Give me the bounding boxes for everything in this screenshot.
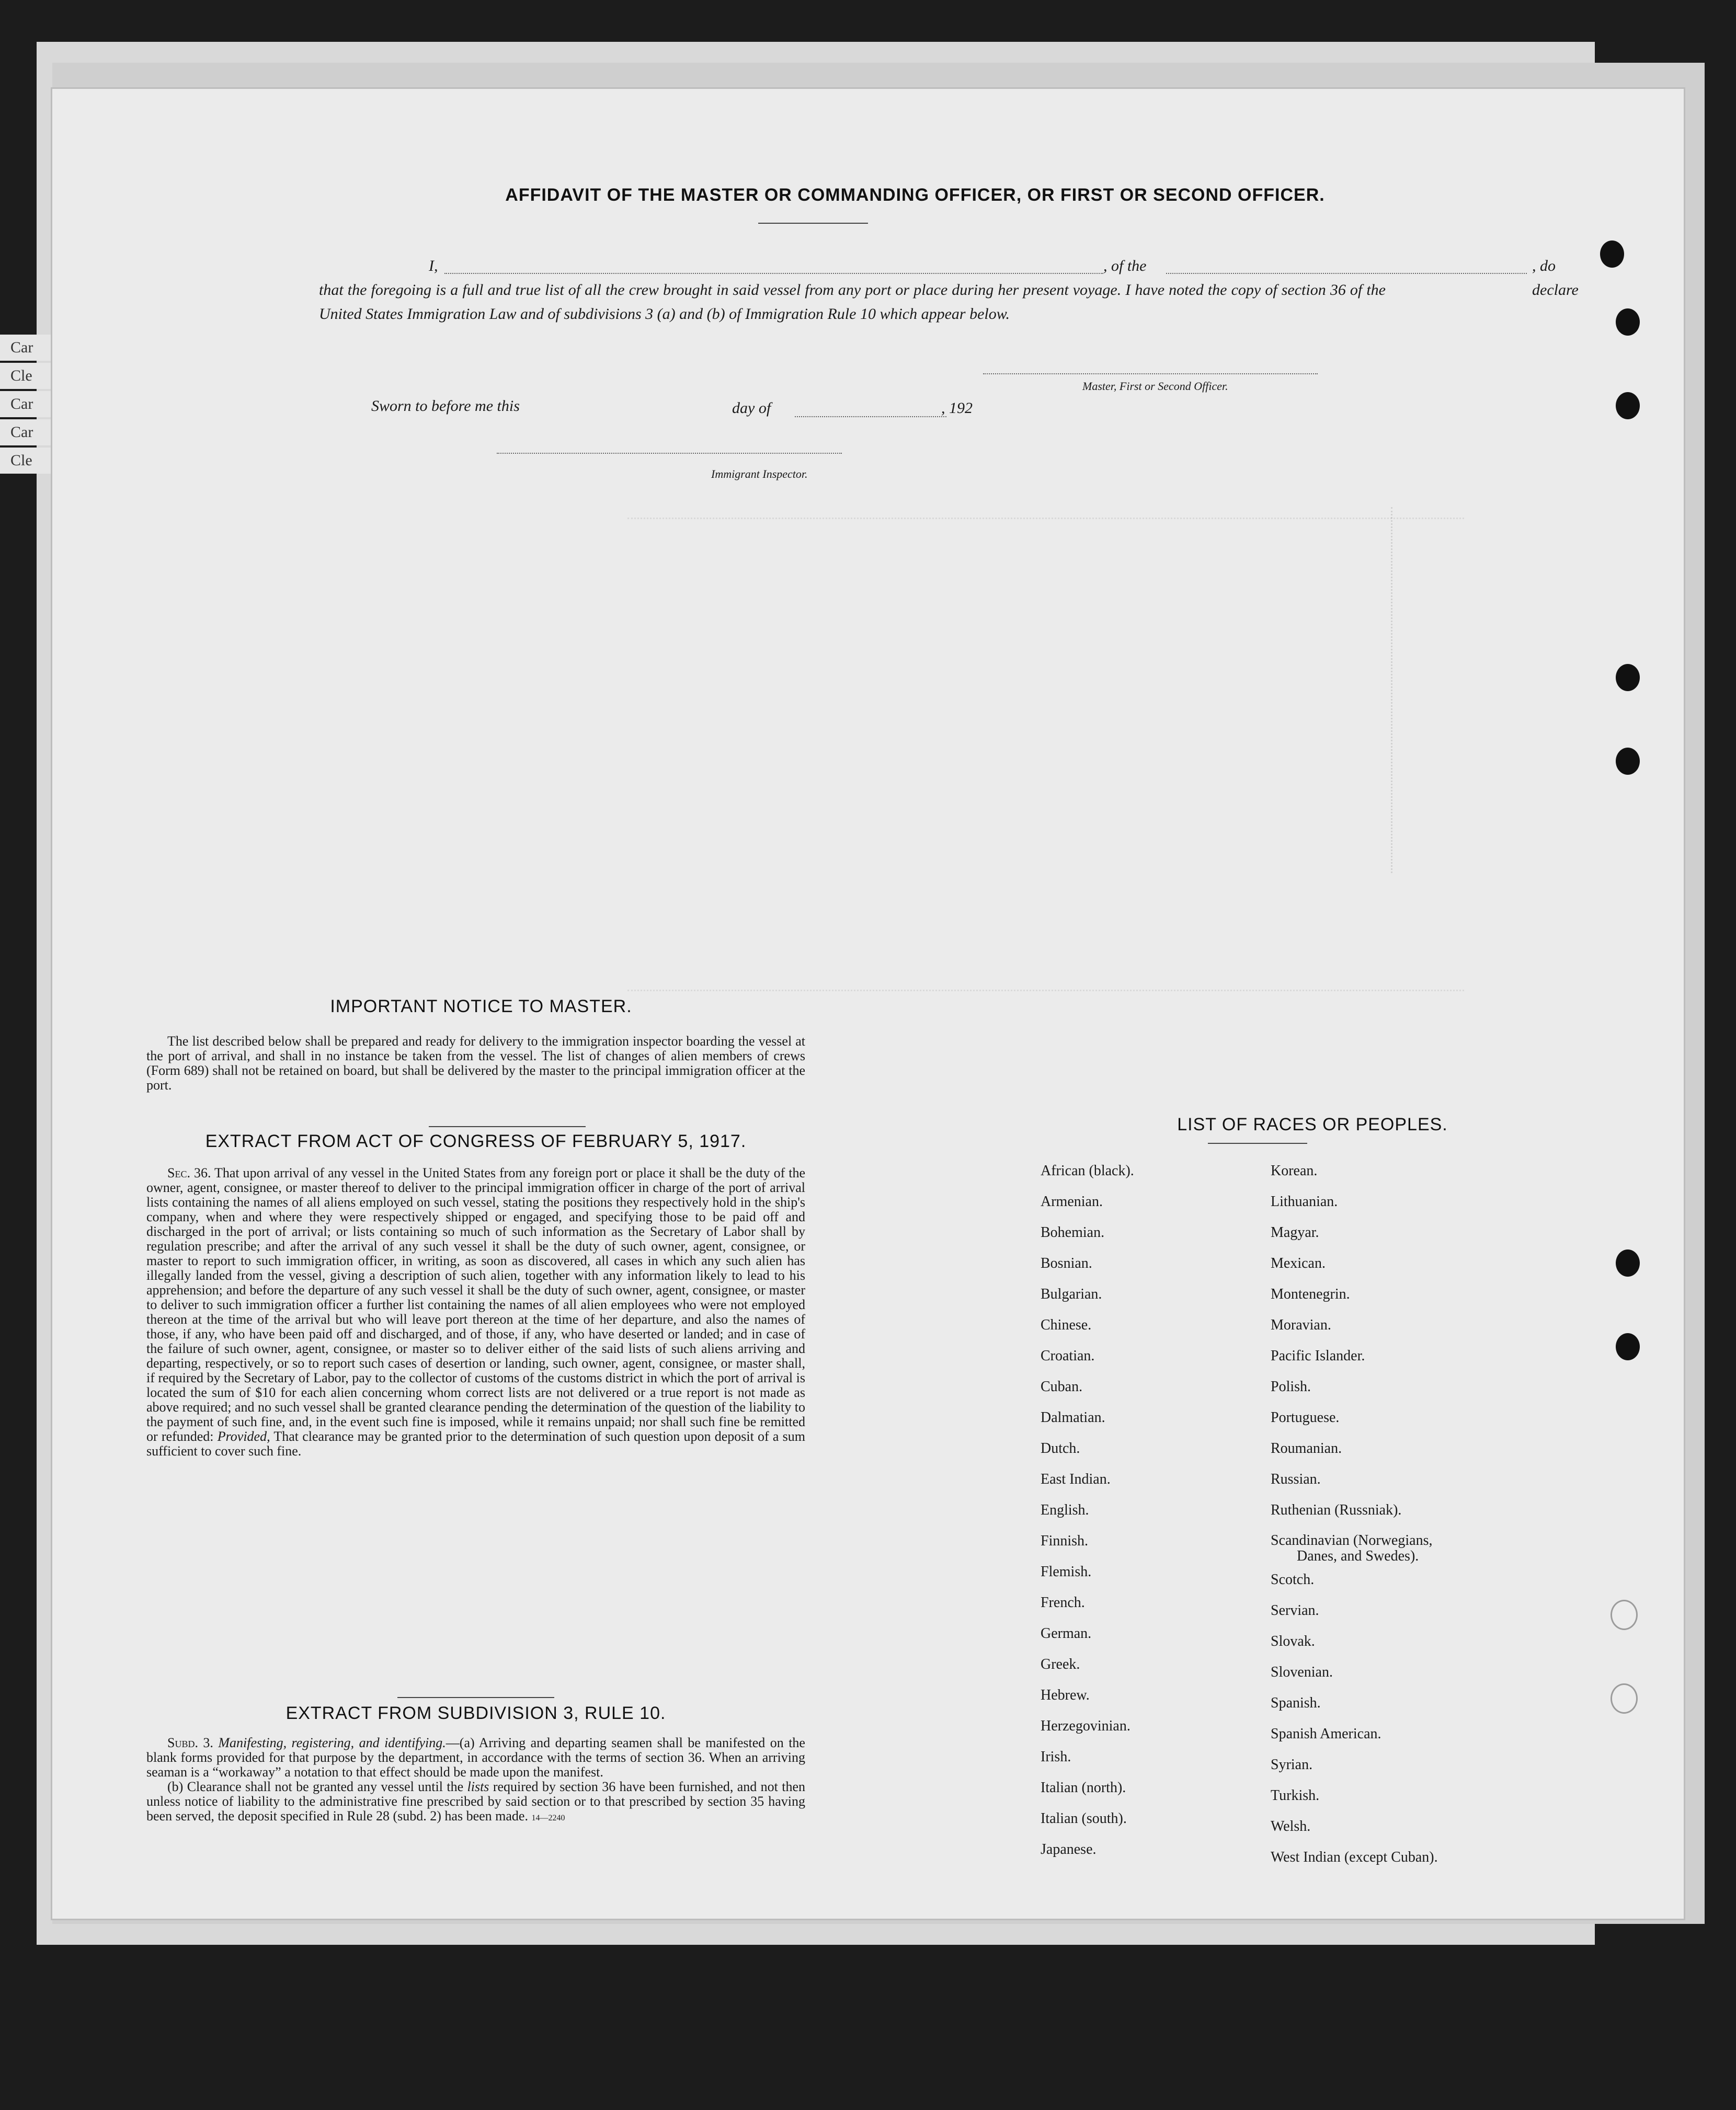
- race-item: Flemish.: [1041, 1564, 1092, 1580]
- extract-act-text: [146, 1166, 805, 1459]
- race-item: Hebrew.: [1041, 1687, 1090, 1703]
- document-page: [52, 89, 1684, 1919]
- race-item: Dalmatian.: [1041, 1409, 1105, 1426]
- punch-hole: [1600, 240, 1624, 268]
- bleed-through-marks: [627, 518, 1464, 991]
- lists-word: lists: [467, 1779, 489, 1794]
- day-of-label: day of: [732, 399, 771, 417]
- edge-tab: Car: [0, 335, 58, 361]
- edge-tab: Car: [0, 391, 58, 417]
- race-item: Lithuanian.: [1271, 1194, 1338, 1210]
- punch-hole: [1616, 1249, 1640, 1277]
- race-item: Bosnian.: [1041, 1255, 1092, 1271]
- section-text: That upon arrival of any vessel in the United States from any foreign port or place it shall be the duty of the owner, agent, consignee, or master thereof to deliver to the principal immigration officer in charge of the port of arrival lists containing the names of all aliens employed on such vessel, stating the positions they respectively hold in the ship's company, when and where they were respectively shipped or engaged, and specifying those to be paid off and discharged in the port of arrival; or lists containing so much of such information as the Secretary of Labor shall by regulation prescribe; and after the arrival of any such vessel it shall be the duty of such owner, agent, consignee, or master to report to such immigration officer, in writing, as soon as discovered, all cases in which any such alien has illegally landed from the vessel, giving a description of such alien, together with any information likely to lead to his apprehension; and before the departure of any such vessel it shall be the duty of such owner, agent, consignee, or master to deliver to such immigration officer a further list containing the names of all alien employees who were not employed thereon at the time of the arrival but who will leave port thereon at the time of her departure, and also the names of those, if any, who have been paid off and discharged, and of those, if any, who have deserted or landed; and in case of the failure of such owner, agent, consignee, or master so to deliver either of the said lists of such aliens arriving and departing, respectively, or so to report such cases of desertion or landing, such owner, agent, consignee, or master shall, if required by the Secretary of Labor, pay to the collector of customs of the customs district in which the port of arrival is located the sum of $10 for each alien concerning whom correct lists are not delivered or a true report is not made as above required; and no such vessel shall be granted clearance pending the determination of the question of the liability to the payment of such fine, and, in the event such fine is imposed, while it remains unpaid; nor shall such fine be remitted or refunded:: [146, 1165, 806, 1444]
- race-item: Spanish.: [1271, 1695, 1321, 1711]
- race-item: Polish.: [1271, 1379, 1311, 1395]
- race-item: Bohemian.: [1041, 1224, 1105, 1241]
- race-item: Scotch.: [1271, 1572, 1315, 1588]
- divider: [1208, 1143, 1307, 1144]
- race-item: Mexican.: [1271, 1255, 1326, 1271]
- of-the-label: , of the: [1103, 257, 1147, 274]
- race-item: Slovenian.: [1271, 1664, 1333, 1680]
- section-text-end: That clearance may be granted prior to the determination of such question upon deposit of a sum sufficient to cover such fine.: [146, 1429, 806, 1459]
- edge-tab: Cle: [0, 363, 58, 389]
- race-item: Slovak.: [1271, 1633, 1315, 1649]
- race-item: German.: [1041, 1625, 1092, 1642]
- i-label: I,: [429, 257, 438, 274]
- race-item: Finnish.: [1041, 1533, 1089, 1549]
- divider: [397, 1697, 554, 1698]
- race-item: Moravian.: [1271, 1317, 1331, 1333]
- form-number: 14—2240: [531, 1814, 565, 1822]
- affidavit-title: AFFIDAVIT OF THE MASTER OR COMMANDING OFFICER, OR FIRST OR SECOND OFFICER.: [505, 185, 1325, 205]
- subdivision-text-b-end: required by section 36 have been furnished, and not then unless notice of liability to the administrative fine prescribed by said section or to that prescribed by section 35 having been served, the deposit specified in Rule 28 (subd. 2) has been made.: [146, 1779, 806, 1824]
- inspector-caption: Immigrant Inspector.: [711, 467, 808, 480]
- notice-title: IMPORTANT NOTICE TO MASTER.: [330, 996, 632, 1016]
- race-item: Italian (north).: [1041, 1780, 1126, 1796]
- race-item: Irish.: [1041, 1749, 1071, 1765]
- punch-hole: [1616, 1333, 1640, 1360]
- sworn-label: Sworn to before me this: [371, 397, 520, 415]
- race-item: Syrian.: [1271, 1757, 1313, 1773]
- race-item: Turkish.: [1271, 1787, 1320, 1804]
- race-item: Japanese.: [1041, 1841, 1097, 1857]
- race-item: African (black).: [1041, 1163, 1134, 1179]
- race-item: Russian.: [1271, 1471, 1321, 1487]
- race-item: Portuguese.: [1271, 1409, 1340, 1426]
- date-field-line: [795, 416, 946, 417]
- race-item: Croatian.: [1041, 1348, 1095, 1364]
- extract-act-title: EXTRACT FROM ACT OF CONGRESS OF FEBRUARY 5, 1917.: [205, 1131, 747, 1151]
- race-item: English.: [1041, 1502, 1089, 1518]
- race-item: Pacific Islander.: [1271, 1348, 1365, 1364]
- signature-caption: Master, First or Second Officer.: [1082, 380, 1228, 393]
- race-item: Cuban.: [1041, 1379, 1083, 1395]
- notice-paragraph: The list described below shall be prepared and ready for delivery to the immigration inspector boarding the vessel at the port of arrival, and shall in no instance be taken from the vessel. The list of changes of alien members of crews (Form 689) shall not be retained on board, but shall be delivered by the master to the principal immigration officer at the port.: [146, 1034, 805, 1093]
- race-item: West Indian (except Cuban).: [1271, 1849, 1438, 1865]
- races-title: LIST OF RACES OR PEOPLES.: [1177, 1115, 1448, 1134]
- subdivision-text-b: (b) Clearance shall not be granted any vessel until the: [167, 1779, 464, 1794]
- punch-hole: [1616, 392, 1640, 419]
- races-left-column: [1041, 1155, 1134, 1865]
- race-item: Bulgarian.: [1041, 1286, 1102, 1302]
- extract-rule-text: [146, 1736, 805, 1826]
- notice-text: [146, 1034, 805, 1093]
- race-item: French.: [1041, 1595, 1085, 1611]
- year-label: , 192: [941, 399, 973, 417]
- race-item: Dutch.: [1041, 1440, 1080, 1457]
- race-item: Scandinavian (Norwegians,: [1271, 1532, 1433, 1549]
- race-item: Ruthenian (Russniak).: [1271, 1502, 1402, 1518]
- punch-hole: [1611, 1683, 1638, 1714]
- race-item: Greek.: [1041, 1656, 1080, 1672]
- race-item: Spanish American.: [1271, 1726, 1381, 1742]
- subdivision-text-a: —(a) Arriving and departing seamen shall be manifested on the blank forms provided for that purpose by the department, in accordance with the terms of section 36. When an arriving seaman is a “workaway” a notation to that effect should be made upon the manifest.: [146, 1735, 805, 1780]
- affidavit-statement: that the foregoing is a full and true list of all the crew brought in said vessel from any port or place during her present voyage. I have noted the copy of section 36 of the United States Immigration Law and of subdivisions 3 (a) and (b) of Immigration Rule 10 which appear below.: [319, 281, 1386, 323]
- race-item: Armenian.: [1041, 1194, 1103, 1210]
- race-item: Welsh.: [1271, 1818, 1311, 1834]
- punch-hole: [1611, 1600, 1638, 1630]
- provided-word: Provided,: [217, 1429, 270, 1444]
- do-declare-label: , do declare: [1532, 257, 1579, 299]
- edge-tabs: [0, 335, 58, 476]
- name-field-line: [444, 273, 1103, 274]
- race-item: Magyar.: [1271, 1224, 1319, 1241]
- race-item: Montenegrin.: [1271, 1286, 1350, 1302]
- races-right-column: [1271, 1155, 1438, 1873]
- punch-hole: [1616, 308, 1640, 336]
- race-item: Roumanian.: [1271, 1440, 1342, 1457]
- divider: [758, 223, 868, 224]
- edge-tab: Cle: [0, 448, 58, 474]
- race-item: Servian.: [1271, 1602, 1319, 1619]
- signature-line: [983, 373, 1318, 374]
- punch-hole: [1616, 664, 1640, 691]
- punch-hole: [1616, 748, 1640, 775]
- divider: [429, 1126, 586, 1127]
- race-item: Korean.: [1271, 1163, 1318, 1179]
- vessel-field-line: [1166, 273, 1527, 274]
- race-item: East Indian.: [1041, 1471, 1111, 1487]
- race-item: Herzegovinian.: [1041, 1718, 1130, 1734]
- race-item: Chinese.: [1041, 1317, 1092, 1333]
- extract-rule-title: EXTRACT FROM SUBDIVISION 3, RULE 10.: [285, 1703, 666, 1723]
- race-item: Italian (south).: [1041, 1810, 1127, 1827]
- edge-tab: Car: [0, 419, 58, 445]
- section-label: Sec. 36.: [167, 1165, 211, 1180]
- subdivision-heading: Manifesting, registering, and identifying.: [218, 1735, 446, 1750]
- subdivision-label: Subd. 3.: [167, 1735, 213, 1750]
- inspector-signature-line: [497, 453, 842, 454]
- race-item: Danes, and Swedes).: [1297, 1548, 1419, 1564]
